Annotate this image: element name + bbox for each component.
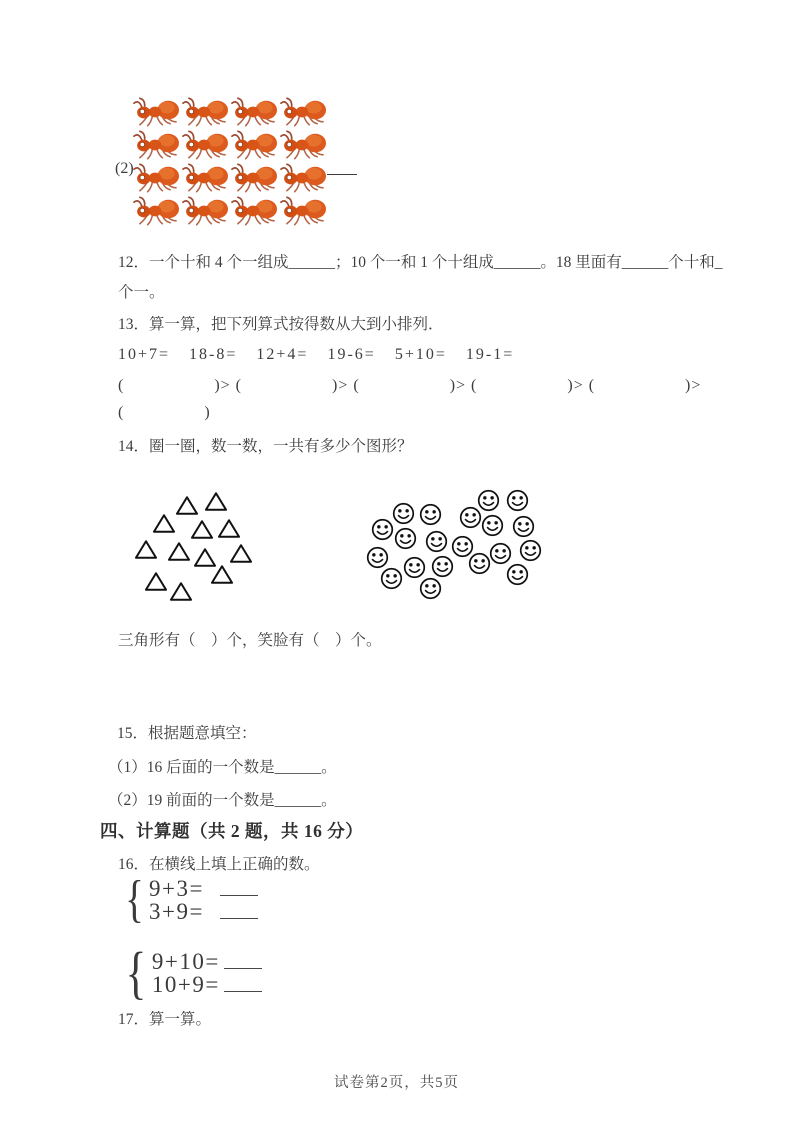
question-15-prompt: 15．根据题意填空：	[117, 725, 257, 742]
question-13-compare-row2: ( )	[118, 404, 211, 421]
triangle-shape	[210, 564, 234, 585]
ant-icon	[133, 163, 180, 193]
ant-icon	[231, 196, 278, 226]
question-13-prompt: 13．算一算，把下列算式按得数从大到小排列．	[118, 316, 444, 333]
ant-icon	[280, 163, 327, 193]
answer-blank-line	[220, 878, 258, 896]
smiley-face-icon	[477, 489, 500, 512]
q16-group-1	[122, 871, 258, 928]
smiley-face-icon	[371, 518, 394, 541]
smiley-face-icon	[394, 527, 417, 550]
ants-answer-blank-line	[327, 174, 357, 175]
triangle-shape	[167, 541, 191, 562]
question-12-line1: 12．一个十和 4 个一组成______；10 个一和 1 个十组成______。18 里面有______个十和_	[118, 254, 723, 271]
answer-blank-line	[224, 974, 262, 992]
smiley-face-icon	[481, 514, 504, 537]
page-footer: 试卷第2页，共5页	[334, 1075, 459, 1091]
ant-icon	[280, 130, 327, 160]
ant-icon	[182, 196, 229, 226]
ant-icon	[182, 163, 229, 193]
question-14-answer-line: 三角形有（ ）个，笑脸有（ ）个。	[118, 632, 382, 649]
smiley-face-icon	[403, 556, 426, 579]
q16-expression: 3+9=	[148, 899, 204, 925]
question-13-equations	[118, 346, 533, 364]
smiley-face-icon	[380, 567, 403, 590]
question-14-prompt: 14．圈一圈，数一数，一共有多少个图形？	[118, 438, 413, 455]
triangle-shape	[175, 495, 199, 516]
question-15-item1: （1）16 后面的一个数是______。	[108, 759, 337, 776]
triangle-shape	[190, 519, 214, 540]
ant-icon	[133, 97, 180, 127]
smiley-face-icon	[468, 552, 491, 575]
smiley-face-icon	[506, 563, 529, 586]
triangle-shape	[169, 581, 193, 602]
ants-figure	[133, 97, 329, 229]
smiley-face-icon	[512, 515, 535, 538]
ant-icon	[280, 196, 327, 226]
equation: 10+7=	[118, 346, 171, 363]
ant-icon	[182, 130, 229, 160]
smiley-face-icon	[459, 506, 482, 529]
ant-icon	[182, 97, 229, 127]
equation: 18-8=	[189, 346, 238, 363]
smiley-face-icon	[366, 546, 389, 569]
ant-icon	[133, 130, 180, 160]
smiley-face-icon	[506, 489, 529, 512]
equation: 19-1=	[465, 346, 515, 363]
smiley-face-icon	[431, 555, 454, 578]
curly-brace: {	[125, 940, 147, 1005]
smiley-face-icon	[451, 535, 474, 558]
answer-blank-line	[224, 951, 262, 969]
ant-icon	[231, 163, 278, 193]
q16-expression: 9+10=	[151, 949, 220, 975]
triangle-shape	[204, 491, 228, 512]
smiley-face-icon	[419, 577, 442, 600]
triangle-shape	[217, 518, 241, 539]
smiley-face-icon	[425, 530, 448, 553]
section-4-title: 四、计算题（共 2 题，共 16 分）	[100, 821, 364, 841]
equation: 19-6=	[327, 346, 376, 363]
triangle-shape	[134, 539, 158, 560]
q16-expression: 9+3=	[148, 876, 204, 902]
smiley-face-icon	[419, 503, 442, 526]
ants-figure-label: (2)	[115, 160, 134, 177]
ant-icon	[280, 97, 327, 127]
q16-expression: 10+9=	[151, 972, 220, 998]
question-16-prompt: 16．在横线上填上正确的数。	[118, 856, 320, 873]
triangle-shape	[144, 571, 168, 592]
smiley-face-icon	[392, 502, 415, 525]
triangle-shape	[152, 513, 176, 534]
equation: 12+4=	[256, 346, 309, 363]
ant-icon	[231, 97, 278, 127]
triangle-shape	[229, 543, 253, 564]
question-12-line2: 个一。	[118, 284, 165, 301]
q16-group-2	[122, 940, 262, 1005]
ant-icon	[231, 130, 278, 160]
question-13-compare-row1: ( )> ( )> ( )> ( )> ( )>	[118, 377, 702, 394]
triangle-shape	[193, 547, 217, 568]
smiley-face-icon	[519, 539, 542, 562]
equation: 5+10=	[394, 346, 447, 363]
curly-brace: {	[125, 871, 144, 928]
smiley-face-icon	[489, 542, 512, 565]
question-17-prompt: 17．算一算。	[118, 1011, 212, 1028]
answer-blank-line	[220, 901, 258, 919]
ant-icon	[133, 196, 180, 226]
question-15-item2: （2）19 前面的一个数是______。	[108, 792, 337, 809]
